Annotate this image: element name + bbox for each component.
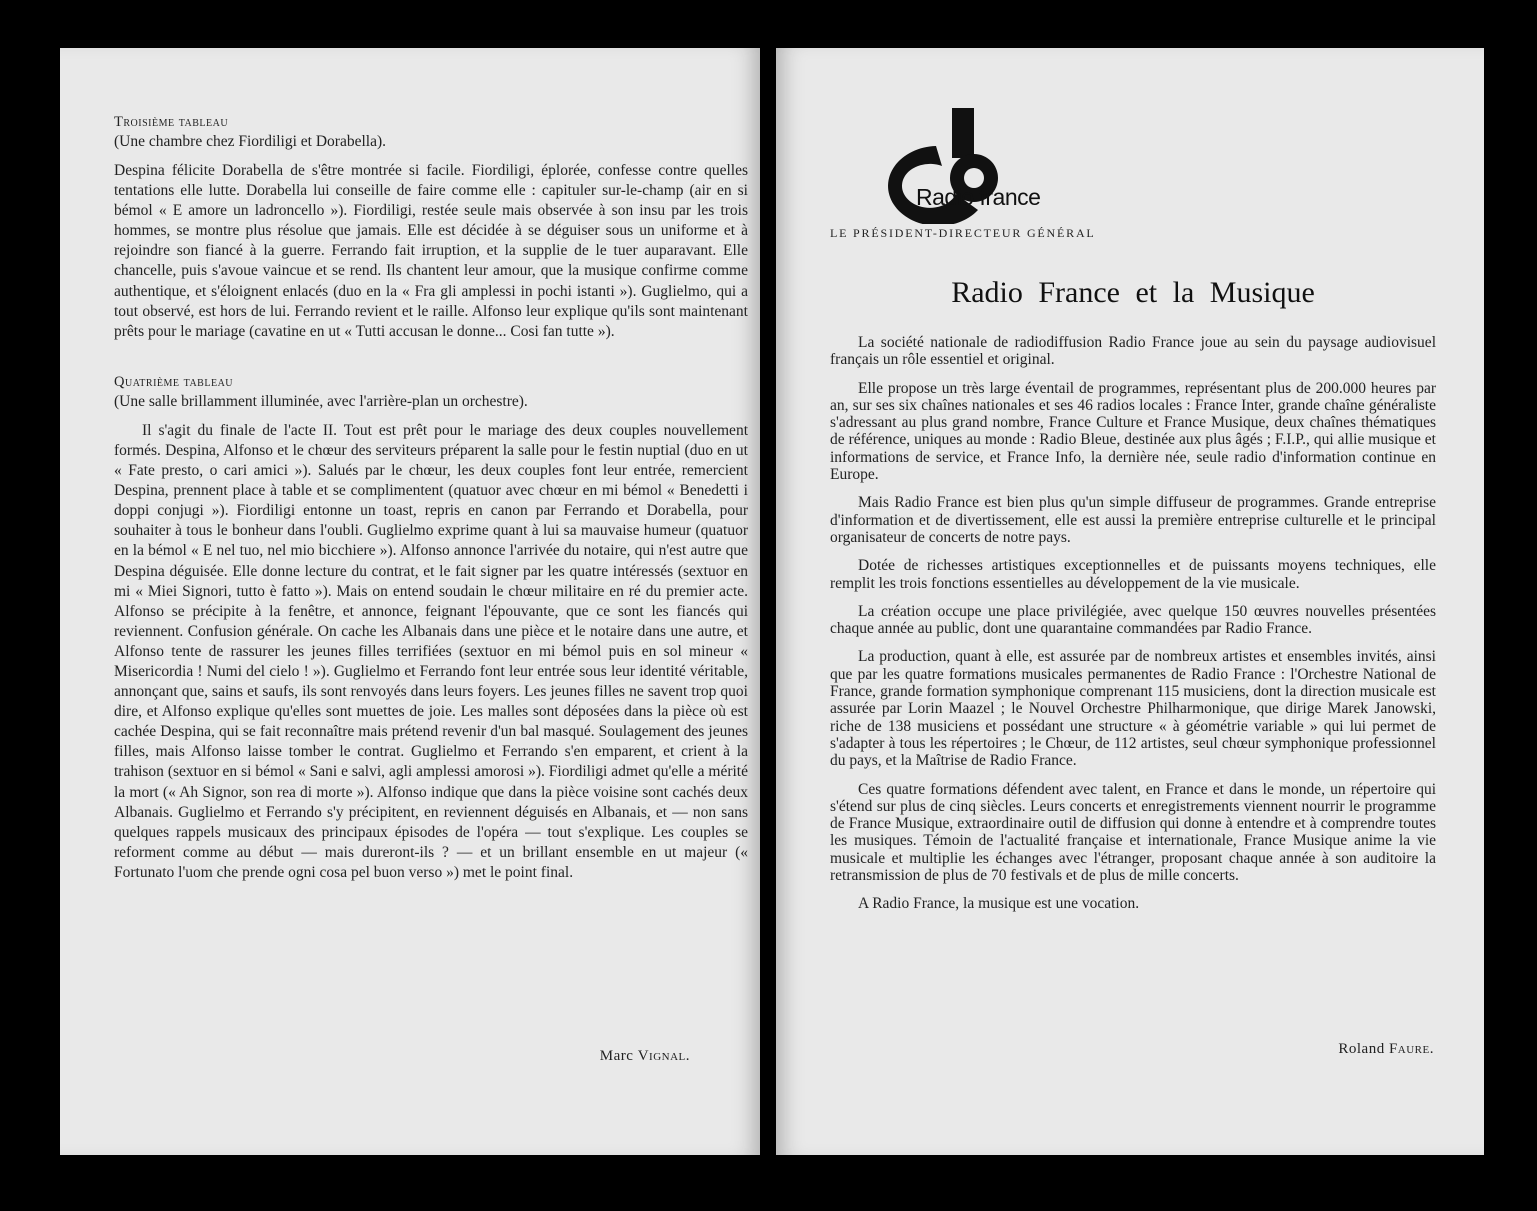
- signature-last-name: Faure.: [1388, 1041, 1434, 1057]
- paragraph: Mais Radio France est bien plus qu'un simple diffuseur de programmes. Grande entreprise d'information et de divertissement, elle est aussi la première entreprise culturelle et le principal organisateur de concerts de notre pays.: [830, 494, 1436, 546]
- author-signature-right: [1338, 1041, 1434, 1058]
- author-signature-left: [600, 1048, 690, 1065]
- section-subheading-troisieme: (Une chambre chez Fiordiligi et Dorabella).: [114, 133, 386, 150]
- section-subheading-quatrieme: (Une salle brillamment illuminée, avec l'arrière-plan un orchestre).: [114, 392, 528, 410]
- right-page: [776, 48, 1484, 1155]
- paragraph: A Radio France, la musique est une vocation.: [858, 895, 1140, 913]
- paragraph: La société nationale de radiodiffusion Radio France joue au sein du paysage audiovisuel français un rôle essentiel et original.: [830, 334, 1436, 369]
- left-column: [114, 112, 748, 883]
- section-body-troisieme: Despina félicite Dorabella de s'être montrée si facile. Fiordiligi, éplorée, confesse contre quelles tentations elle lutte. Dorabella lui conseille de faire comme elle : capituler sur-le-champ (air en si bémol « E amore un ladroncello »). Fiordiligi, restée seule mais observée à son insu par les trois hommes, se montre plus résolue que jamais. Elle est décidée à se déguiser sous un uniforme et à rejoindre son fiancé à la guerre. Ferrando fait irruption, et la supplie de le tuer auparavant. Elle chancelle, puis s'avoue vaincue et se rend. Ils chantent leur amour, que la musique confirme comme authentique, et s'éloignent enlacés (duo en la « Fra gli amplessi in pochi istanti »). Guglielmo, qui a tout observé, est hors de lui. Ferrando revient et le raille. Alfonso leur explique qu'ils sont maintenant prêts pour le mariage (cavatine en ut « Tutti accusan le donne... Cosi fan tutte »).: [114, 162, 748, 340]
- page-title: Radio France et la Musique: [951, 276, 1315, 309]
- signature-first-name: Roland: [1338, 1041, 1385, 1057]
- logo-wordmark: Radio france: [916, 184, 1041, 210]
- signature-last-name: Vignal.: [637, 1048, 690, 1064]
- signature-first-name: Marc: [599, 1048, 634, 1064]
- section-body-quatrieme: Il s'agit du finale de l'acte II. Tout est prêt pour le mariage des deux couples nouvellement formés. Despina, Alfonso et le chœur des serviteurs préparent la salle pour le festin nuptial (duo en ut « Fate presto, o cari amici »). Salués par le chœur, les deux couples font leur entrée, remercient Despina, prennent place à table et se complimentent (quatuor avec chœur en mi bémol « Benedetti i doppi conjugi »). Fiordiligi entonne un toast, repris en canon par Ferrando et Dorabella, pour souhaiter à tous le bonheur dans l'oubli. Guglielmo exprime quant à lui sa mauvaise humeur (quatuor en la bémol « E nel tuo, nel mio bicchiere »). Alfonso annonce l'arrivée du notaire, qui n'est autre que Despina déguisée. Elle donne lecture du contrat, et le fait signer par les quatre intéressés (sextuor en mi « Miei Signori, tutto è fatto »). Mais on entend soudain le chœur militaire en ré du premier acte. Alfonso se précipite à la fenêtre, et annonce, feignant l'épouvante, que ce sont les fiancés qui reviennent. Confusion générale. On cache les Albanais dans une pièce et le notaire dans une autre, et Alfonso tente de rassurer les jeunes filles terrifiées (sextuor en mi bémol puis en sol mineur « Misericordia ! Numi del cielo ! »). Guglielmo et Ferrando font leur entrée sous leur identité véritable, annonçant que, sains et saufs, ils sont renvoyés dans leurs foyers. Les jeunes filles ne savent trop quoi dire, et Alfonso explique qu'elles sont muettes de joie. Les malles sont déposées dans la pièce où est cachée Despina, qui se fait reconnaître mais prétend revenir d'un bal masqué. Soulagement des jeunes filles, mais Alfonso laisse tomber le contrat. Guglielmo et Ferrando s'en emparent, et crient à la trahison (sextuor en si bémol « Sani e salvi, agli amplessi amorosi »). Fiordiligi admet qu'elle a mérité la mort (« Ah Signor, son rea di morte »). Alfonso indique que dans la pièce voisine sont cachés deux Albanais. Guglielmo et Ferrando s'y précipitent, en reviennent déguisés en Albanais, et — non sans quelques rappels musicaux des principaux épisodes de l'opéra — tout s'explique. Les couples se reforment comme au début — mais dureront-ils ? — et un brillant ensemble en ut majeur (« Fortunato l'uom che prende ogni cosa pel buon verso ») met le point final.: [114, 421, 748, 881]
- right-body: [830, 334, 1436, 924]
- left-page: [60, 48, 760, 1155]
- paragraph: Dotée de richesses artistiques exceptionnelles et de puissants moyens techniques, elle remplit les trois fonctions essentielles au développement de la vie musicale.: [830, 557, 1436, 592]
- section-heading-quatrieme: Quatrième tableau: [114, 373, 234, 390]
- paragraph: La création occupe une place privilégiée, avec quelque 150 œuvres nouvelles présentées chaque année au public, dont une quarantaine commandées par Radio France.: [830, 602, 1436, 638]
- position-line: LE PRÉSIDENT-DIRECTEUR GÉNÉRAL: [830, 226, 1096, 240]
- section-heading-troisieme: Troisième tableau: [114, 114, 229, 130]
- paragraph: Ces quatre formations défendent avec talent, en France et dans le monde, un répertoire qui s'étend sur plus de cinq siècles. Leurs concerts et enregistrements viennent nourrir le programme de France Musique, extraordinaire outil de diffusion qui donne à entendre et à comprendre toutes les musiques. Témoin de l'actualité française et internationale, France Musique anime la vie musicale et multiplie les échanges avec l'étranger, proposant chaque année à son auditoire la retransmission de plus de 70 festivals et de plus de mille concerts.: [830, 780, 1436, 885]
- paragraph: La production, quant à elle, est assurée par de nombreux artistes et ensembles invités, ainsi que par les quatre formations musicales permanentes de Radio France : l'Orchestre National de France, grande formation symphonique comprenant 115 musiciens, dont la direction musicale est assurée par Lorin Maazel ; le Nouvel Orchestre Philharmonique, que dirige Marek Janowski, riche de 138 musiciens et possédant une structure « à géométrie variable » qui lui permet de s'adapter à tous les répertoires ; le Chœur, de 112 artistes, seul chœur symphonique professionnel du pays, et la Maîtrise de Radio France.: [830, 648, 1436, 770]
- paragraph: Elle propose un très large éventail de programmes, représentant plus de 200.000 heures par an, sur ses six chaînes nationales et ses 46 radios locales : France Inter, grande chaîne généraliste s'adressant au plus grand nombre, France Culture et France Musique, deux chaînes thématiques de référence, uniques au monde : Radio Bleue, destinée aux plus âgés ; F.I.P., qui allie musique et informations de service, et France Info, la dernière née, seule radio d'information continue en Europe.: [830, 379, 1436, 484]
